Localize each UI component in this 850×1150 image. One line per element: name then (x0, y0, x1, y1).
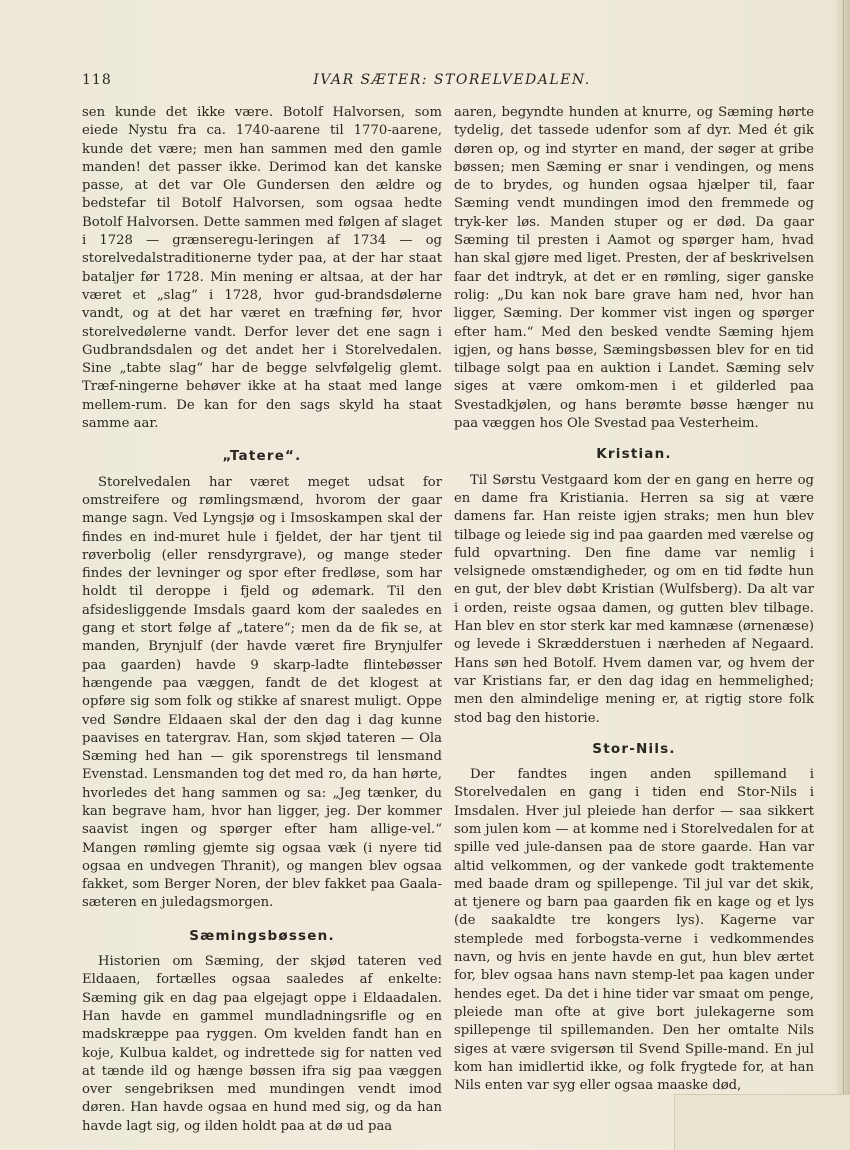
paragraph: Storelvedalen har været meget udsat for omstreifere og rømlingsmænd, hvorom der gaar mange sagn. Ved Lyngsjø og i Imsoskampen skal der findes en ind-muret hule i fjeldet, der har tjent til røverbolig (eller rensdyrgrave), og mange steder findes der levninger og spor efter fredløse, som har holdt til deroppe i fjeld og ødemark. Til den afsidesliggende Imsdals gaard kom der saaledes en gang et stort følge af „tatere“; men da de fik se, at manden, Brynjulf (der havde været fire Brynjulfer paa gaarden) havde 9 skarp-ladte flintebøsser hængende paa væggen, fandt de det klogest at opføre sig som folk og stikke af snarest muligt. Oppe ved Søndre Eldaaen skal der den dag i dag kunne paavises en tatergrav. Han, som skjød tateren — Ola Sæming hed han — gik sporenstregs til lensmand Evenstad. Lensmanden tog det med ro, da han hørte, hvorledes det hang sammen og sa: „Jeg tænker, du kan begrave ham, hvor han ligger, jeg. Der kommer saavist ingen og spørger efter ham allige-vel.“ Mangen rømling gjemte sig ogsaa væk (i nyere tid ogsaa en undvegen Thranit), og mangen blev ogsaa fakket, som Berger Noren, der blev fakket paa Gaala-sæteren en juledagsmorgen. (82, 474, 442, 911)
running-title: IVAR SÆTER: STORELVEDALEN. (313, 72, 591, 88)
paragraph: Historien om Sæming, der skjød tateren ved Eldaaen, fortælles ogsaa saaledes af enkelte: Sæming gik en dag paa elgejagt oppe i Eldaadalen. Han havde en gammel mundladningsrifle og en madskræppe paa ryggen. Om kvelden fandt han en koje, Kulbua kaldet, og indrettede sig for natten ved at tænde ild og hænge bøssen ifra sig paa væggen over sengebriksen med mundingen vendt imod døren. Han havde ogsaa en hund med sig, og da han havde lagt sig, og ilden holdt paa at dø ud paa (82, 954, 442, 1134)
paragraph: Der fandtes ingen anden spillemand i Storelvedalen en gang i tiden end Stor-Nils i Imsdalen. Hver jul pleiede han derfor — saa sikkert som julen kom — at komme ned i Storelvedalen for at spille ved jule-dansen paa de store gaarde. Han var altid velkommen, og der vankede godt traktemente med baade dram og spillepenge. Til jul var det skik, at tjenere og barn paa gaarden fik en kage og et lys (de saakaldte tre kongers lys). Kagerne var stemplede med forbogsta-verne i vedkommendes navn, og hvis en jente havde en gut, hun blev ærtet for, blev ogsaa hans navn stemp-let paa kagen under hendes eget. Da det i hine tider var smaat om penge, pleiede man ofte at give bort julekagerne som spillepenge til spillemanden. Den her omtalte Nils siges at være svigersøn til Svend Spille-mand. En jul kom han imidlertid ikke, og folk frygtede for, at han Nils enten var syg eller ogsaa maaske død, (454, 767, 814, 1094)
right-column (454, 104, 814, 1095)
section-heading: Sæmingsbøssen. (189, 927, 335, 944)
paragraph: sen kunde det ikke være. Botolf Halvorsen, som eiede Nystu fra ca. 1740-aarene til 1770-aarene, kunde det være; men han sammen med den gamle manden! det passer ikke. Derimod kan det kanske passe, at det var Ole Gundersen den ældre og bedstefar til Botolf Halvorsen, som ogsaa hedte Botolf Halvorsen. Dette sammen med følgen af slaget i 1728 — grænseregu-leringen af 1734 — og storelvedalstraditionerne tyder paa, at der har staat bataljer før 1728. Min mening er altsaa, at der har været et „slag“ i 1728, hvor gud-brandsdølerne vandt, og at det har været en træfning før, hvor storelvedølerne vandt. Derfor lever det ene sagn i Gudbrandsdalen og det andet her i Storelvedalen. Sine „tabte slag“ har de begge selvfølgelig glemt. Træf-ningerne behøver ikke at ha staat med lange mellem-rum. De kan for den sags skyld ha staat samme aar. (82, 105, 442, 432)
page-number: 118 (82, 72, 112, 88)
section-heading: Kristian. (596, 446, 672, 463)
page-edge-line (843, 0, 844, 1150)
page-corner (674, 1094, 850, 1150)
section-heading: „Tatere“. (222, 448, 302, 465)
section-heading: Stor-Nils. (592, 740, 676, 757)
left-column (82, 104, 442, 1136)
page-header (82, 72, 822, 92)
paragraph: Til Sørstu Vestgaard kom der en gang en herre og en dame fra Kristiania. Herren sa sig at være damens far. Han reiste igjen straks; men hun blev tilbage og leiede sig ind paa gaarden med værelse og fuld opvartning. Den fine dame var nemlig i velsignede omstændigheder, og om en tid fødte hun en gut, der blev døbt Kristian (Wulfsberg). Da alt var i orden, reiste ogsaa damen, og gutten blev tilbage. Han blev en stor sterk kar med kamnæse (ørnenæse) og levede i Skrædderstuen i nærheden af Negaard. Hans søn hed Botolf. Hvem damen var, og hvem der var Kristians far, er den dag idag en hemmelighed; men den almindelige mening er, at rigtig store folk stod bag den historie. (454, 472, 814, 726)
paragraph: aaren, begyndte hunden at knurre, og Sæming hørte tydelig, det tassede udenfor som af dyr. Med ét gik døren op, og ind styrter en mand, der søger at gribe bøssen; men Sæming er snar i vendingen, og mens de to brydes, og hunden ogsaa hjælper til, faar Sæming vendt mundingen imod den fremmede og tryk-ker løs. Manden stuper og er død. Da gaar Sæming til presten i Aamot og spørger ham, hvad han skal gjøre med liget. Presten, der af beskrivelsen faar det indtryk, at det er en rømling, siger ganske rolig: „Du kan nok bare grave ham ned, hvor han ligger, Sæming. Der kommer vist ingen og spørger efter ham.“ Med den besked vendte Sæming hjem igjen, og hans bøsse, Sæmingsbøssen blev for en tid tilbage solgt paa en auktion i Landet. Sæming selv siges at være omkom-men i et gilderled paa Svestadkjølen, og hans berømte bøsse hænger nu paa væggen hos Ole Svestad paa Vesterheim. (454, 105, 814, 432)
